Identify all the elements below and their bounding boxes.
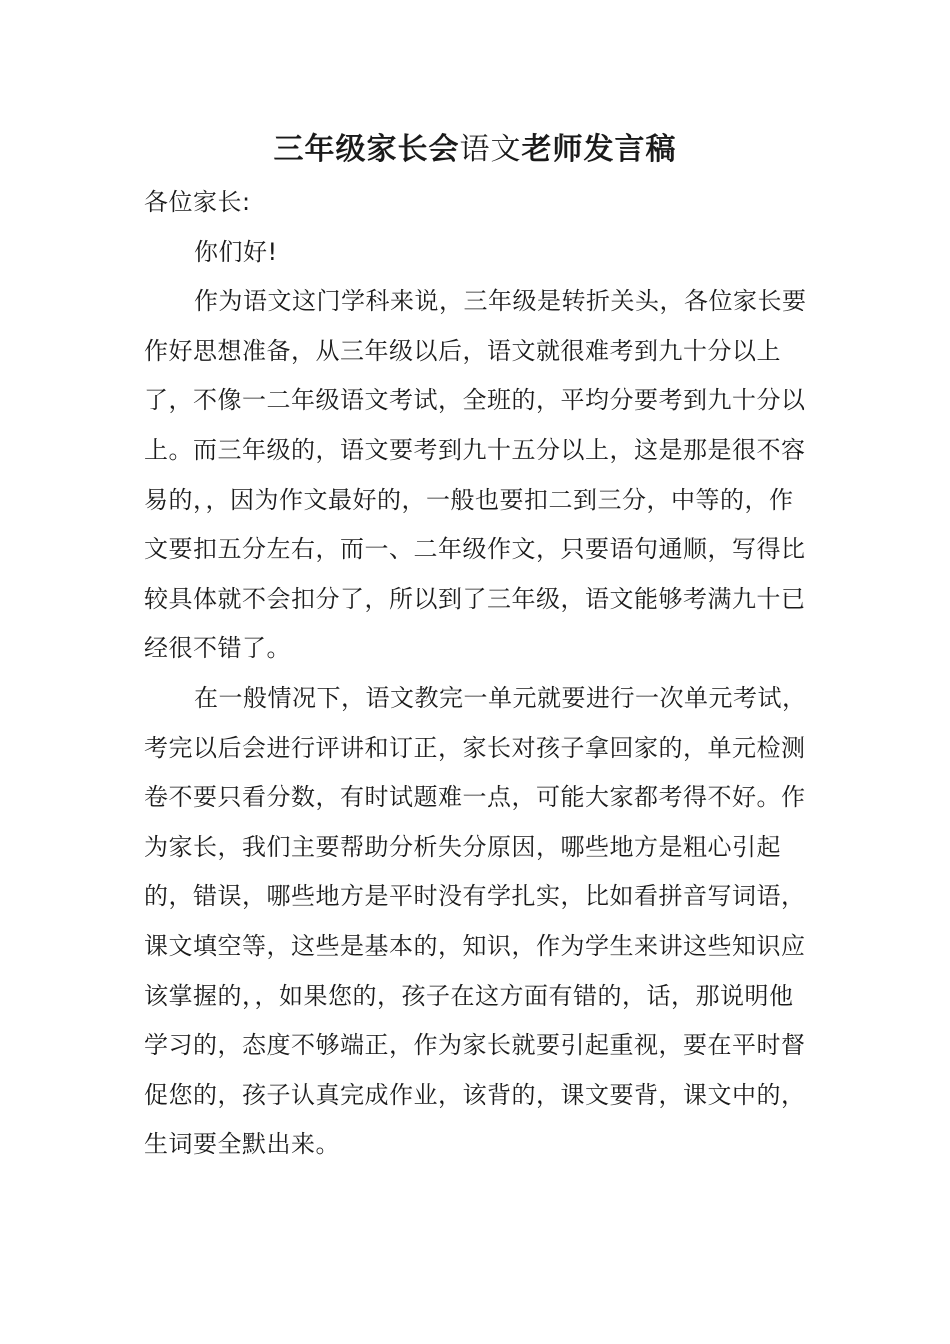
- title-part-2: 语文: [459, 132, 522, 167]
- paragraph-2: 在一般情况下，语文教完一单元就要进行一次单元考试，考完以后会进行评讲和订正，家长对孩子拿回家的，单元检测卷不要只看分数，有时试题难一点，可能大家都考得不好。作为家长，我们主要帮助分析失分原因，哪些地方是粗心引起的，错误，哪些地方是平时没有学扎实，比如看拼音写词语，课文填空等，这些是基本的，知识，作为学生来讲这些知识应该掌握的，，如果您的，孩子在这方面有错的，话，那说明他学习的，态度不够端正，作为家长就要引起重视，要在平时督促您的，孩子认真完成作业，该背的，课文要背，课文中的，生词要全默出来。: [144, 683, 807, 1159]
- greeting: 你们好!: [194, 237, 278, 266]
- paragraph-1: 作为语文这门学科来说，三年级是转折关头，各位家长要作好思想准备，从三年级以后，语文就很难考到九十分以上了，不像一二年级语文考试，全班的，平均分要考到九十分以上。而三年级的，语文要考到九十五分以上，这是那是很不容易的，，因为作文最好的，一般也要扣二到三分，中等的，作文要扣五分左右，而一、二年级作文，只要语句通顺，写得比较具体就不会扣分了，所以到了三年级，语文能够考满九十已经很不错了。: [144, 287, 807, 663]
- title-part-1: 三年级家长会: [273, 132, 460, 167]
- document-title: [0, 128, 950, 172]
- salutation: 各位家长:: [144, 188, 251, 216]
- title-part-3: 老师发言稿: [521, 132, 677, 167]
- document-body: [144, 178, 814, 1170]
